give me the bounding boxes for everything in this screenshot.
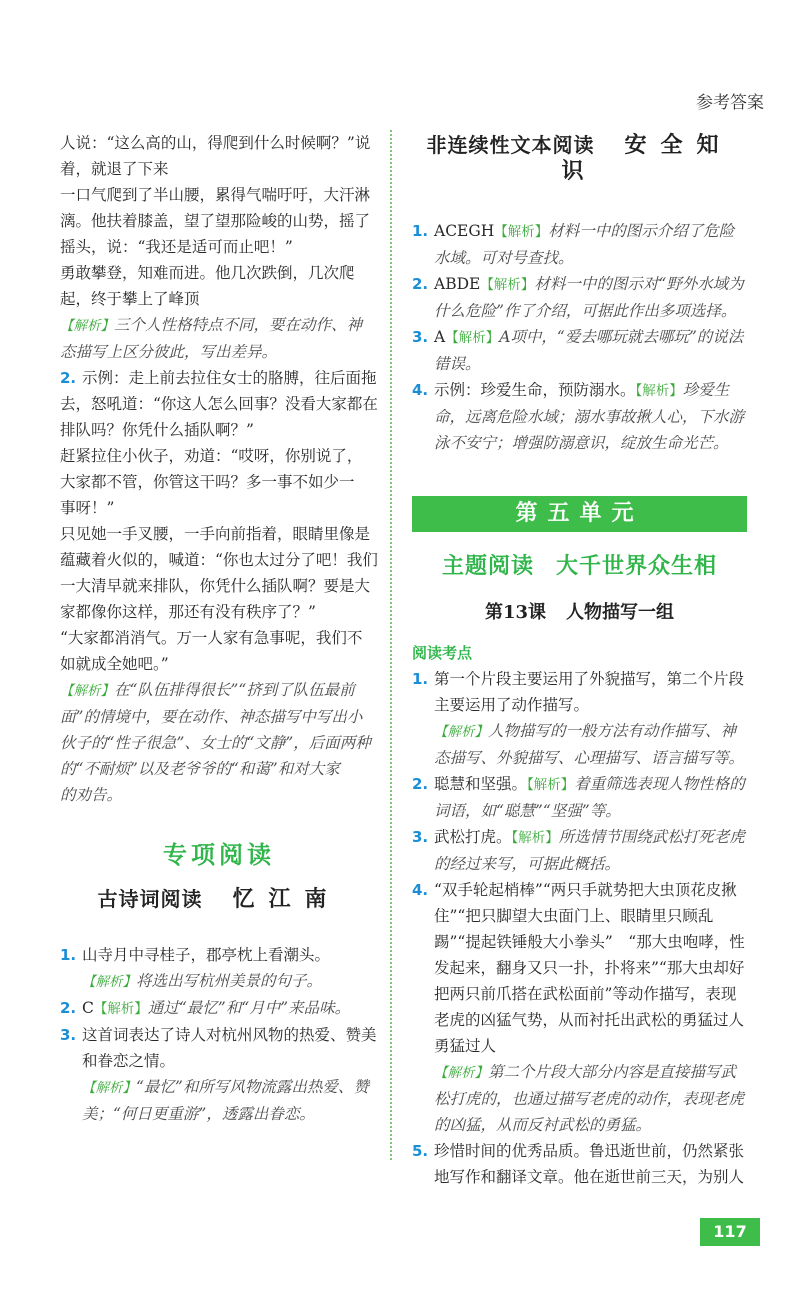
note-line: 的劝告。: [60, 786, 123, 804]
answer-text: 山寺月中寻桂子，郡亭枕上看潮头。: [82, 946, 331, 964]
lesson-title: [412, 600, 747, 626]
answer-text: “双手轮起梢棒”“两只手就势把大虫顶花皮揪住”“把只脚望大虫面门上、眼睛里只顾乱踢”“提起铁锤般大小拳头” “那大虫咆哮，性发起来，翻身又只一扑，扑将来”“那大虫却好把两只前爪搭在武松面前”等动作描写，表现老虎的凶猛气势，从而衬托出武松的勇猛过人 勇猛过人: [434, 881, 760, 1055]
answer-text: 聪慧和坚强。: [434, 775, 528, 793]
item-number: 5.: [412, 1142, 429, 1160]
reading-item-3: [412, 324, 747, 377]
analysis-tag: 【解析】: [527, 777, 575, 793]
lesson-number: 第13课: [484, 602, 547, 623]
analysis-note: [434, 1059, 747, 1138]
poem-title-prefix: 古诗词阅读: [97, 887, 203, 911]
theme-title: [412, 554, 747, 580]
note-text: A项中，“爱去哪玩就去哪玩”的说法错误。: [434, 328, 744, 373]
answer-line: 排队吗？你凭什么插队啊？”: [60, 421, 254, 439]
note-text: 材料一中的图示对“野外水域为什么危险”作了介绍，可据此作出多项选择。: [434, 275, 744, 320]
answer-line: 赶紧拉住小伙子，劝道：“哎呀，你别说了，: [60, 447, 363, 465]
item-number: 4.: [412, 881, 429, 899]
note-text: 材料一中的图示介绍了危险水域。可对号查找。: [434, 222, 735, 267]
column-divider: [390, 130, 392, 1160]
item-number: 3.: [412, 328, 429, 346]
note-line: 态描写上区分彼此，写出差异。: [60, 343, 278, 361]
note-line: 伙子的“性子很急”、女士的“文静”，后面两种: [60, 734, 371, 752]
left-column: [60, 130, 378, 1127]
note-text: 人物描写的一般方法有动作描写、神态描写、外貌描写、心理描写、语言描写等。: [434, 722, 745, 767]
answer-text: 这首词表达了诗人对杭州风物的热爱、赞美和眷恋之情。: [82, 1026, 377, 1070]
analysis-tag: 【解析】: [434, 724, 488, 740]
answer-line: 一大清早就来排队，你凭什么插队啊？要是大: [60, 577, 371, 595]
page-number: 117: [700, 1218, 760, 1246]
answer-lead: ACEGH: [434, 222, 495, 240]
answer-line: 去，怒吼道：“你这人怎么回事？没看大家都在: [60, 395, 378, 413]
intro-line: 起，终于攀上了峰顶: [60, 290, 200, 308]
lesson-item-1: [412, 666, 747, 771]
section-title: 专项阅读: [163, 841, 275, 869]
answer-lead: 示例：珍爱生命，预防溺水。: [434, 381, 636, 399]
analysis-tag: 【解析】: [93, 1001, 148, 1017]
poem-title-main: 忆江南: [232, 886, 341, 912]
reading-item-2: [412, 271, 747, 324]
intro-line: 漓。他扶着膝盖，望了望那险峻的山势，摇了: [60, 212, 371, 230]
answer-item-2: [60, 365, 378, 391]
reading-point-label: 阅读考点: [412, 644, 473, 662]
analysis-tag: 【解析】: [60, 683, 114, 699]
note-line: 面”的情境中，要在动作、神态描写中写出小: [60, 708, 363, 726]
note-line: 的“不耐烦”以及老爷爷的“和蔼”和对大家: [60, 760, 340, 778]
note-line: 三个人性格特点不同，要在动作、神: [114, 316, 363, 334]
answer-text: 第一个片段主要运用了外貌描写，第二个片段主要运用了动作描写。: [434, 670, 745, 714]
unit-banner: 第五单元: [412, 496, 747, 532]
answer-lead: A: [434, 328, 446, 346]
answer-line: “大家都消消气。万一人家有急事呢，我们不: [60, 629, 363, 647]
answer-line: 示例：走上前去拉住女士的胳膊，往后面拖: [82, 369, 377, 387]
item-number: 3.: [412, 828, 429, 846]
analysis-tag: 【解析】: [494, 224, 549, 240]
lesson-item-2: [412, 771, 747, 824]
answer-line: 事呀！”: [60, 499, 115, 517]
analysis-tag: 【解析】: [82, 974, 136, 990]
poem-title: [60, 886, 378, 912]
lesson-name: 人物描写一组: [566, 602, 675, 623]
intro-line: 人说：“这么高的山，得爬到什么时候啊？”说: [60, 134, 371, 152]
intro-line: 摇头，说：“我还是适可而止吧！”: [60, 238, 293, 256]
answer-line: 只见她一手叉腰，一手向前指着，眼睛里像是: [60, 525, 371, 543]
item-number: 1.: [60, 946, 77, 964]
item-number: 4.: [412, 381, 429, 399]
answer-line: 如就成全她吧。”: [60, 655, 169, 673]
right-column: [412, 130, 760, 1190]
note-text: 着重筛选表现人物性格的词语，如“聪慧”“坚强”等。: [434, 775, 745, 820]
note-text: 将选出写杭州美景的句子。: [136, 972, 323, 990]
reading-title-prefix: 非连续性文本阅读: [426, 133, 595, 157]
poem-item-1: [60, 942, 378, 995]
item-number: 2.: [412, 275, 429, 293]
reading-title-main: 安全知识: [561, 132, 733, 184]
analysis-tag: 【解析】: [82, 1080, 136, 1096]
answer-line: 家都像你这样，那还有没有秩序了？”: [60, 603, 316, 621]
intro-line: 着，就退了下来: [60, 160, 169, 178]
item-number: 3.: [60, 1026, 77, 1044]
analysis-tag: 【解析】: [445, 330, 500, 346]
poem-item-2: [60, 995, 378, 1022]
intro-line: 一口气爬到了半山腰，累得气喘吁吁，大汗淋: [60, 186, 371, 204]
answer-text: 武松打虎。: [434, 828, 512, 846]
analysis-tag: 【解析】: [635, 383, 683, 399]
answer-lead: C: [82, 999, 94, 1017]
analysis-tag: 【解析】: [480, 277, 535, 293]
theme-title-left: 主题阅读: [441, 554, 534, 579]
lesson-item-3: [412, 824, 747, 877]
note-text: 珍爱生命，远离危险水域；溺水事故揪人心，下水游泳不安宁；增强防溺意识，绽放生命光芒。: [434, 381, 745, 452]
answer-line: 大家都不管，你管这干吗？多一事不如少一: [60, 473, 355, 491]
item-number: 2.: [60, 999, 77, 1017]
lesson-item-4: [412, 877, 760, 1138]
analysis-note: [60, 312, 378, 339]
answer-line: 蕴藏着火似的，喊道：“你也太过分了吧！我们: [60, 551, 378, 569]
item-number: 2.: [412, 775, 429, 793]
lesson-item-5: [412, 1138, 747, 1190]
answer-text: 珍惜时间的优秀品质。鲁迅逝世前，仍然紧张地写作和翻译文章。他在逝世前三天，为别人: [434, 1142, 745, 1186]
analysis-note: [82, 968, 378, 995]
theme-title-right: 大千世界众生相: [556, 554, 718, 579]
analysis-note: [60, 677, 378, 704]
item-number: 1.: [412, 670, 429, 688]
answer-text: [82, 995, 378, 1022]
analysis-tag: 【解析】: [60, 318, 114, 334]
note-text: 所选情节围绕武松打死老虎的经过来写，可据此概括。: [434, 828, 745, 873]
note-text: 通过“最忆”和“月中”来品味。: [147, 999, 351, 1017]
note-text: 第二个片段大部分内容是直接描写武松打虎的，也通过描写老虎的动作，表现老虎的凶猛，从而反衬武松的勇猛。: [434, 1063, 745, 1134]
reading-title: [412, 130, 747, 184]
header-label: 参考答案: [696, 93, 764, 113]
intro-line: 勇敢攀登，知难而进。他几次跌倒，几次爬: [60, 264, 355, 282]
analysis-note: [434, 718, 747, 771]
item-number: 2.: [60, 369, 77, 387]
item-number: 1.: [412, 222, 429, 240]
answer-lead: ABDE: [434, 275, 481, 293]
reading-item-1: [412, 218, 747, 271]
note-text: “最忆”和所写风物流露出热爱、赞美；“何日更重游”，透露出眷恋。: [82, 1078, 369, 1123]
note-line: 在“队伍排得很长”“挤到了队伍最前: [114, 681, 355, 699]
poem-item-3: [60, 1022, 378, 1127]
analysis-tag: 【解析】: [511, 830, 559, 846]
reading-item-4: [412, 377, 747, 456]
analysis-tag: 【解析】: [434, 1065, 488, 1081]
analysis-note: [82, 1074, 378, 1127]
